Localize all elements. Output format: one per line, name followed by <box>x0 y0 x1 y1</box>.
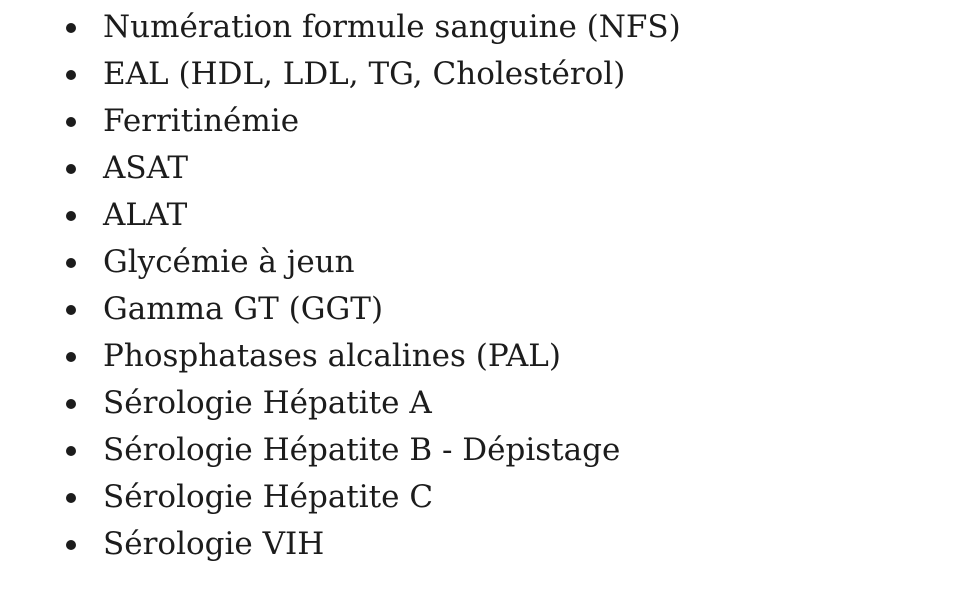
list-item <box>0 521 681 568</box>
list-item <box>0 51 681 98</box>
exam-label: ASAT <box>103 150 188 186</box>
bullet-icon <box>66 540 76 550</box>
bullet-icon <box>66 399 76 409</box>
list-item <box>0 286 681 333</box>
bullet-icon <box>66 352 76 362</box>
bullet-icon <box>66 258 76 268</box>
bullet-icon <box>66 117 76 127</box>
list-item <box>0 239 681 286</box>
exam-list <box>0 4 681 568</box>
exam-label: Sérologie VIH <box>103 526 325 562</box>
bullet-icon <box>66 211 76 221</box>
exam-label: Gamma GT (GGT) <box>103 291 384 327</box>
list-item <box>0 333 681 380</box>
exam-label: Sérologie Hépatite C <box>103 479 434 515</box>
exam-label: Sérologie Hépatite A <box>103 385 432 421</box>
exam-label: Sérologie Hépatite B - Dépistage <box>103 432 621 468</box>
list-item <box>0 192 681 239</box>
exam-label: Numération formule sanguine (NFS) <box>103 9 681 45</box>
bullet-icon <box>66 446 76 456</box>
exam-label: Ferritinémie <box>103 103 300 139</box>
bullet-icon <box>66 23 76 33</box>
exam-label: Phosphatases alcalines (PAL) <box>103 338 561 374</box>
bullet-icon <box>66 164 76 174</box>
list-item <box>0 145 681 192</box>
list-item <box>0 4 681 51</box>
exam-label: EAL (HDL, LDL, TG, Cholestérol) <box>103 56 626 92</box>
exam-label: ALAT <box>103 197 188 233</box>
list-item <box>0 427 681 474</box>
list-item <box>0 380 681 427</box>
bullet-icon <box>66 493 76 503</box>
bullet-icon <box>66 305 76 315</box>
exam-label: Glycémie à jeun <box>103 244 355 280</box>
list-item <box>0 474 681 521</box>
list-item <box>0 98 681 145</box>
bullet-icon <box>66 70 76 80</box>
